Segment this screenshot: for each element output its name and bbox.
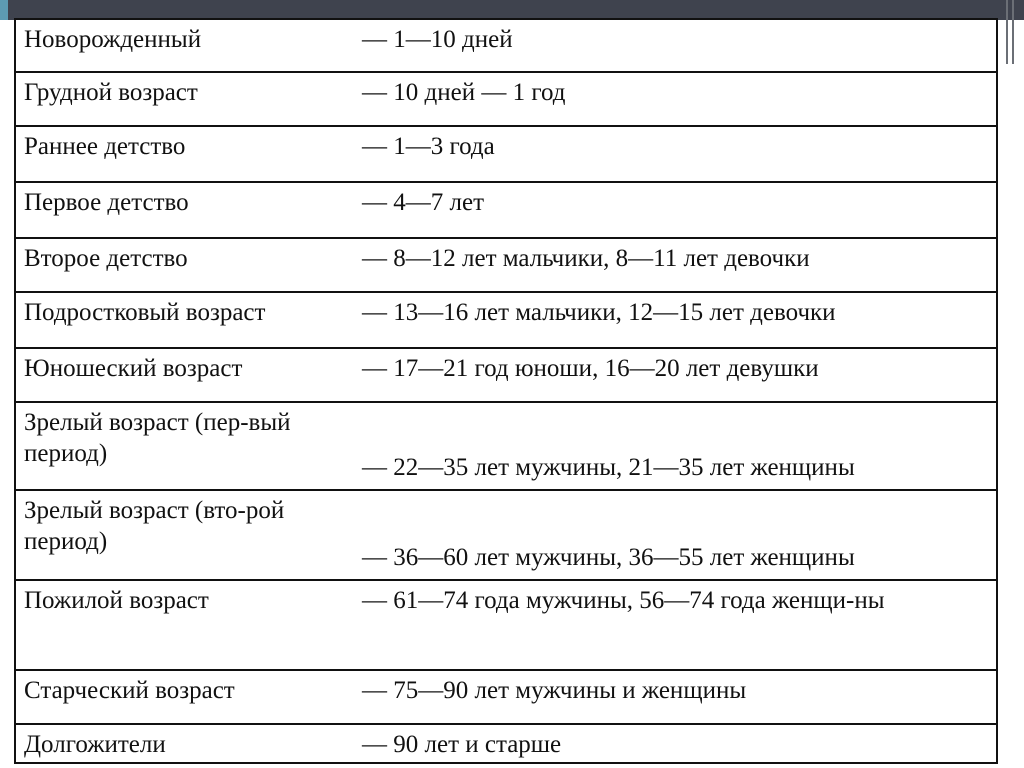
stage-cell: Юношеский возраст bbox=[16, 348, 348, 402]
range-cell: — 8—12 лет мальчики, 8—11 лет девочки bbox=[348, 238, 996, 292]
stage-cell: Раннее детство bbox=[16, 126, 348, 182]
range-cell: — 17—21 год юноши, 16—20 лет девушки bbox=[348, 348, 996, 402]
table-row bbox=[16, 126, 996, 182]
stage-cell: Зрелый возраст (пер-вый период) bbox=[16, 402, 348, 490]
slide-header-bar bbox=[0, 0, 1024, 20]
table-row bbox=[16, 490, 996, 580]
table-row bbox=[16, 402, 996, 490]
stage-cell: Новорожденный bbox=[24, 26, 202, 53]
stage-cell: Зрелый возраст (вто-рой период) bbox=[16, 490, 348, 580]
table-row bbox=[16, 580, 996, 670]
range-cell: — 22—35 лет мужчины, 21—35 лет женщины bbox=[348, 402, 996, 490]
range-cell: — 1—10 дней bbox=[362, 26, 513, 53]
edge-marks bbox=[1006, 0, 1020, 70]
stage-cell: Второе детство bbox=[16, 238, 348, 292]
stage-cell: Долгожители bbox=[16, 724, 348, 766]
table-row bbox=[16, 238, 996, 292]
table-row bbox=[16, 724, 996, 766]
range-cell: — 61—74 года мужчины, 56—74 года женщи-ны bbox=[348, 580, 996, 670]
table-row bbox=[16, 670, 996, 724]
table-row bbox=[16, 292, 996, 348]
range-cell: — 13—16 лет мальчики, 12—15 лет девочки bbox=[348, 292, 996, 348]
range-cell: — 90 лет и старше bbox=[348, 724, 996, 766]
header-accent bbox=[0, 0, 8, 20]
range-cell: — 1—3 года bbox=[348, 126, 996, 182]
table-row bbox=[16, 20, 996, 72]
range-cell: — 4—7 лет bbox=[348, 182, 996, 238]
range-cell: — 75—90 лет мужчины и женщины bbox=[348, 670, 996, 724]
stage-cell: Грудной возраст bbox=[16, 72, 348, 126]
stage-cell: Подростковый возраст bbox=[16, 292, 348, 348]
table-row bbox=[16, 72, 996, 126]
table-row bbox=[16, 182, 996, 238]
stage-cell: Первое детство bbox=[16, 182, 348, 238]
table-row bbox=[16, 348, 996, 402]
stage-cell: Старческий возраст bbox=[16, 670, 348, 724]
left-strip bbox=[0, 20, 12, 768]
age-periods-table bbox=[14, 18, 998, 764]
stage-cell: Пожилой возраст bbox=[16, 580, 348, 670]
range-cell: — 10 дней — 1 год bbox=[348, 72, 996, 126]
age-table bbox=[16, 20, 996, 766]
range-cell: — 36—60 лет мужчины, 36—55 лет женщины bbox=[348, 490, 996, 580]
